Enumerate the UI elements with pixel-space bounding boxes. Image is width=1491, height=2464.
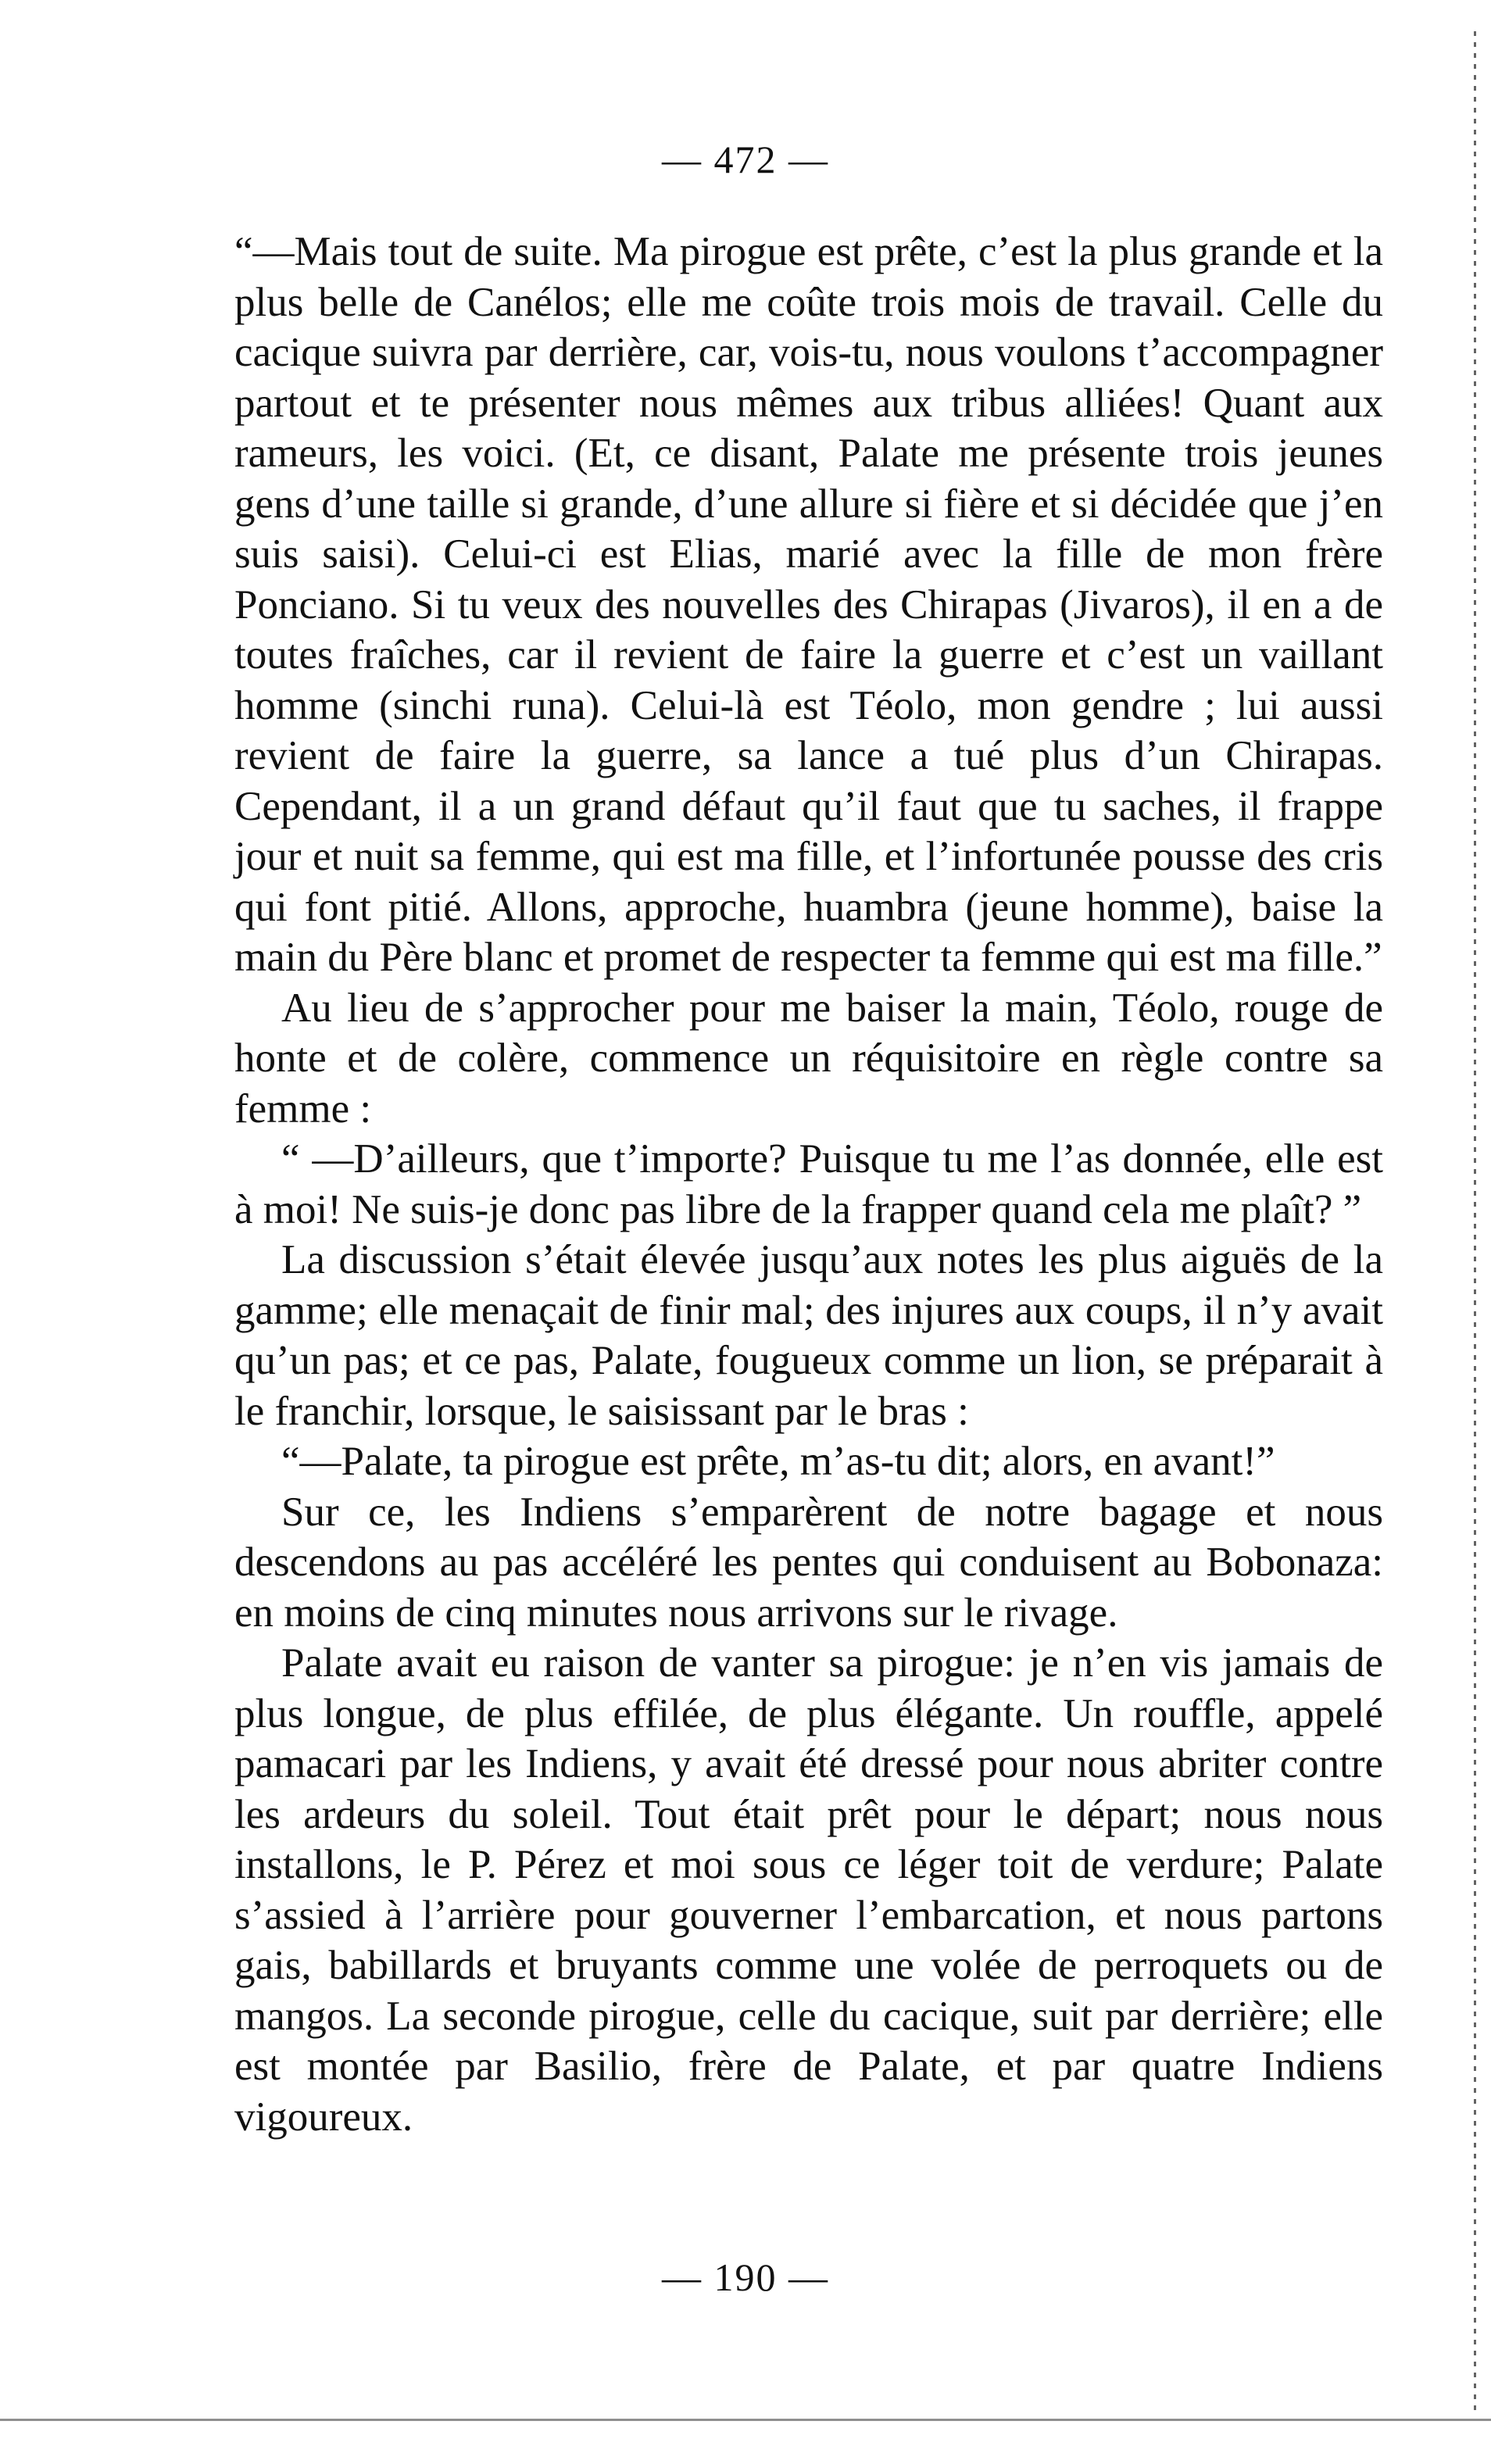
paragraph-5: “—Palate, ta pirogue est prête, m’as-tu dit; alors, en avant!”	[281, 1439, 1275, 1484]
page-number: — 472 —	[662, 138, 829, 181]
paragraph-7: Palate avait eu raison de vanter sa pirogue: je n’en vis jamais de plus longue, de plus effilée, de plus élégante. Un rouffle, appelé pamacari par les Indiens, y avait été dressé pour nous abriter contre les ardeurs du soleil. Tout était prêt pour le départ; nous nous installons, le P. Pérez et moi sous ce léger toit de verdure; Palate s’assied à l’arrière pour gouverner l’embarcation, et nous partons gais, babillards et bruyants comme une volée de perroquets ou de mangos. La seconde pirogue, celle du cacique, suit par derrière; elle est montée par Basilio, frère de Palate, et par quatre Indiens vigoureux.	[234, 1640, 1383, 2140]
paragraph-4: La discussion s’était élevée jusqu’aux notes les plus aiguës de la gamme; elle menaçait de finir mal; des injures aux coups, il n’y avait qu’un pas; et ce pas, Palate, fougueux comme un lion, se préparait à le franchir, lorsque, le saisissant par le bras :	[234, 1237, 1383, 1434]
paragraph-3: “ —D’ailleurs, que t’importe? Puisque tu me l’as donnée, elle est à moi! Ne suis-je donc pas libre de la frapper quand cela me plaît? ”	[234, 1136, 1383, 1232]
paragraph-2: Au lieu de s’approcher pour me baiser la main, Téolo, rouge de honte et de colère, commence un réquisitoire en règle contre sa femme :	[234, 985, 1383, 1132]
folio-number: — 190 —	[662, 2255, 829, 2299]
scan-edge-line	[1474, 31, 1476, 2415]
body-text	[234, 227, 1383, 2142]
bottom-rule	[0, 2419, 1491, 2421]
paragraph-6: Sur ce, les Indiens s’emparèrent de notre bagage et nous descendons au pas accéléré les pentes qui conduisent au Bobonaza: en moins de cinq minutes nous arrivons sur le rivage.	[234, 1489, 1383, 1636]
paragraph-1: “—Mais tout de suite. Ma pirogue est prête, c’est la plus grande et la plus belle de Canélos; elle me coûte trois mois de travail. Celle du cacique suivra par derrière, car, vois-tu, nous voulons t’accompagner partout et te présenter nous mêmes aux tribus alliées! Quant aux rameurs, les voici. (Et, ce disant, Palate me présente trois jeunes gens d’une taille si grande, d’une allure si fière et si décidée que j’en suis saisi). Celui-ci est Elias, marié avec la fille de mon frère Ponciano. Si tu veux des nouvelles des Chirapas (Jivaros), il en a de toutes fraîches, car il revient de faire la guerre et c’est un vaillant homme (sinchi runa). Celui-là est Téolo, mon gendre ; lui aussi revient de faire la guerre, sa lance a tué plus d’un Chirapas. Cependant, il a un grand défaut qu’il faut que tu saches, il frappe jour et nuit sa femme, qui est ma fille, et l’infortunée pousse des cris qui font pitié. Allons, approche, huambra (jeune homme), baise la main du Père blanc et promet de respecter ta femme qui est ma fille.”	[234, 229, 1383, 980]
